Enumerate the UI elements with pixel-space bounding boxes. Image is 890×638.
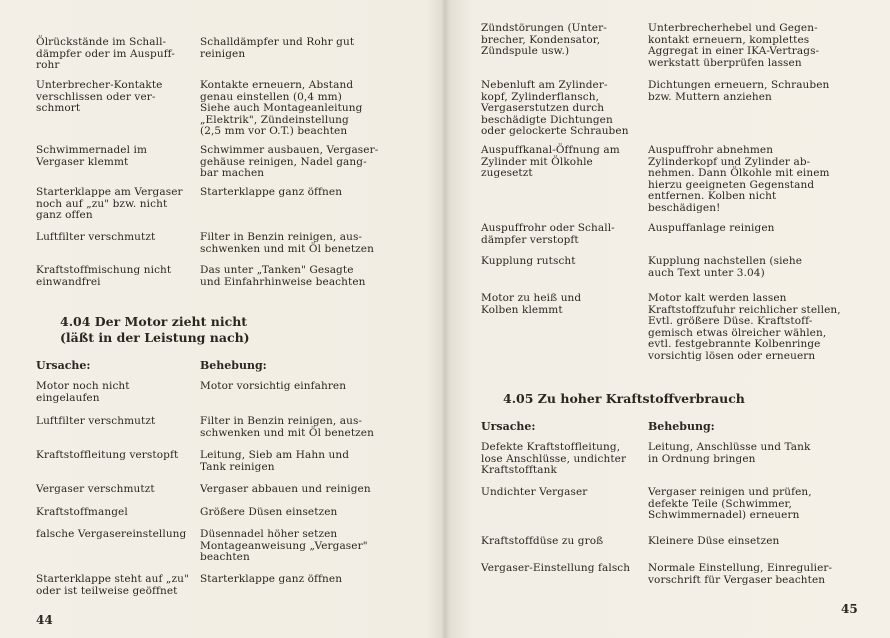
remedy-text: Motor vorsichtig einfahren (200, 380, 347, 392)
cause-text: Motor zu heiß und Kolben klemmt (481, 292, 582, 316)
remedy-text: Auspuffanlage reinigen (648, 222, 775, 234)
cause-text: Kupplung rutscht (481, 255, 576, 267)
cause-text: Vergaser-Einstellung falsch (481, 562, 631, 574)
remedy-text: Größere Düsen einsetzen (200, 506, 338, 518)
column-header-remedy: Behebung: (200, 359, 267, 372)
remedy-text: Unterbrecherhebel und Gegen- kontakt erneuern, komplettes Aggregat in einer IKA-Vertrags- werkstatt überprüfen lassen (648, 22, 820, 69)
cause-text: Kraftstoffmangel (36, 506, 128, 518)
cause-text: Auspuffkanal-Öffnung am Zylinder mit Ölkohle zugesetzt (481, 144, 620, 179)
remedy-text: Schalldämpfer und Rohr gut reinigen (200, 36, 355, 60)
cause-text: Vergaser verschmutzt (36, 483, 155, 495)
cause-text: Luftfilter verschmutzt (36, 231, 156, 243)
remedy-text: Kontakte erneuern, Abstand genau einstellen (0,4 mm) Siehe auch Montageanleitung „Elektrik", Zündeinstellung (2,5 mm vor O.T.) beachten (200, 79, 363, 137)
remedy-text: Motor kalt werden lassen Kraftstoffzufuhr reichlicher stellen, Evtl. größere Düse. Kraftstoff- gemisch etwas ölreicher wählen, evtl. festgebrannte Kolbenringe vorsichtig lösen oder erneuern (648, 292, 841, 362)
section-title: 4.05 Zu hoher Kraftstoffverbrauch (503, 391, 745, 406)
remedy-text: Das unter „Tanken" Gesagte und Einfahrhinweise beachten (200, 264, 366, 288)
cause-text: Kraftstoffleitung verstopft (36, 449, 179, 461)
remedy-text: Vergaser reinigen und prüfen, defekte Teile (Schwimmer, Schwimmernadel) erneuern (648, 486, 812, 521)
cause-text: Starterklappe am Vergaser noch auf „zu" bzw. nicht ganz offen (36, 186, 183, 221)
right-page (445, 0, 890, 638)
cause-text: Motor noch nicht eingelaufen (36, 380, 130, 404)
remedy-text: Filter in Benzin reinigen, aus- schwenken und mit Öl benetzen (200, 231, 374, 255)
remedy-text: Filter in Benzin reinigen, aus- schwenken und mit Öl benetzen (200, 415, 374, 439)
remedy-text: Starterklappe ganz öffnen (200, 186, 343, 198)
cause-text: Nebenluft am Zylinder- kopf, Zylinderflansch, Vergaserstutzen durch beschädigte Dichtungen oder gelockerte Schrauben (481, 79, 629, 137)
cause-text: falsche Vergasereinstellung (36, 528, 187, 540)
cause-text: Kraftstoffmischung nicht einwandfrei (36, 264, 172, 288)
cause-text: Auspuffrohr oder Schall- dämpfer verstopft (481, 222, 615, 246)
cause-text: Kraftstoffdüse zu groß (481, 535, 604, 547)
column-header-cause: Ursache: (36, 359, 91, 372)
cause-text: Starterklappe steht auf „zu" oder ist teilweise geöffnet (36, 573, 189, 597)
cause-text: Ölrückstände im Schall- dämpfer oder im Auspuff- rohr (36, 36, 175, 71)
cause-text: Undichter Vergaser (481, 486, 588, 498)
cause-text: Defekte Kraftstoffleitung, lose Anschlüsse, undichter Kraftstofftank (481, 441, 627, 476)
remedy-text: Vergaser abbauen und reinigen (200, 483, 371, 495)
column-header-remedy: Behebung: (648, 420, 715, 433)
page-number: 45 (841, 602, 858, 616)
remedy-text: Schwimmer ausbauen, Vergaser- gehäuse reinigen, Nadel gang- bar machen (200, 144, 379, 179)
cause-text: Unterbrecher-Kontakte verschlissen oder ver- schmort (36, 79, 163, 114)
remedy-text: Auspuffrohr abnehmen Zylinderkopf und Zylinder ab- nehmen. Dann Ölkohle mit einem hierzu geeigneten Gegenstand entfernen. Kolben nicht beschädigen! (648, 144, 830, 214)
column-header-cause: Ursache: (481, 420, 536, 433)
cause-text: Zündstörungen (Unter- brecher, Kondensator, Zündspule usw.) (481, 22, 607, 57)
remedy-text: Normale Einstellung, Einregulier- vorschrift für Vergaser beachten (648, 562, 833, 586)
remedy-text: Kleinere Düse einsetzen (648, 535, 780, 547)
remedy-text: Kupplung nachstellen (siehe auch Text unter 3.04) (648, 255, 803, 279)
cause-text: Luftfilter verschmutzt (36, 415, 156, 427)
remedy-text: Dichtungen erneuern, Schrauben bzw. Muttern anziehen (648, 79, 830, 103)
remedy-text: Starterklappe ganz öffnen (200, 573, 343, 585)
section-title: 4.04 Der Motor zieht nicht (läßt in der Leistung nach) (60, 314, 250, 345)
cause-text: Schwimmernadel im Vergaser klemmt (36, 144, 147, 168)
page-number: 44 (36, 613, 53, 627)
remedy-text: Düsennadel höher setzen Montageanweisung „Vergaser" beachten (200, 528, 368, 563)
remedy-text: Leitung, Sieb am Hahn und Tank reinigen (200, 449, 350, 473)
remedy-text: Leitung, Anschlüsse und Tank in Ordnung bringen (648, 441, 811, 465)
